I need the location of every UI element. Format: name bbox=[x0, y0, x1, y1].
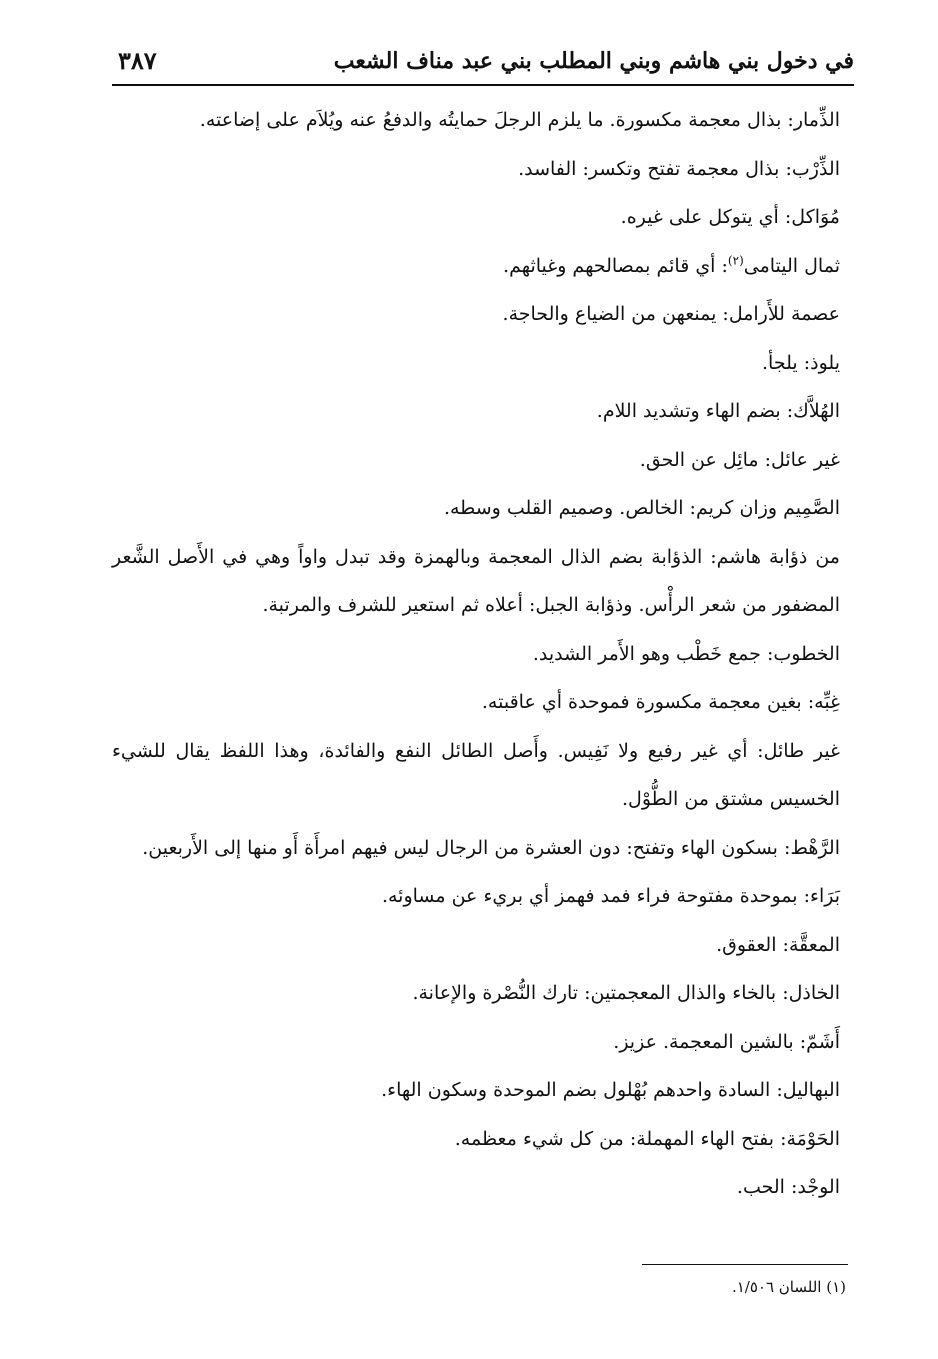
entry-gloss: العقوق. bbox=[716, 933, 777, 956]
entry-gloss: يمنعهن من الضياع والحاجة. bbox=[502, 303, 717, 325]
glossary-entry: مُوَاكل: أي يتوكل على غيره. bbox=[620, 206, 840, 228]
page-header bbox=[112, 42, 854, 86]
entry-term: مُوَاكل bbox=[791, 206, 840, 228]
glossary-entry: الهُلاَّك: بضم الهاء وتشديد اللام. bbox=[596, 400, 840, 422]
entry-term: الحَوْمَة bbox=[786, 1127, 840, 1150]
entry-term: الوجْد bbox=[797, 1176, 840, 1198]
entry-gloss: بذال معجمة مكسورة. ما يلزم الرجلَ حمايتُه والدفعُ عنه ويُلاَم على إضاعته. bbox=[199, 109, 782, 131]
entry-gloss: بذال معجمة تفتح وتكسر: الفاسد. bbox=[518, 157, 780, 180]
running-title: في دخول بني هاشم وبني المطلب بني عبد مناف الشعب bbox=[333, 48, 854, 74]
footnote-marker: (٢) bbox=[727, 253, 744, 268]
entry-term: المعقَّة bbox=[788, 933, 840, 956]
entry-term: الصَّمِيم وزان كريم bbox=[695, 497, 840, 519]
glossary-entry: عصمة للأَرامل: يمنعهن من الضياع والحاجة. bbox=[502, 303, 840, 325]
glossary-entry: البهاليل: السادة واحدهم بُهْلول بضم الموحدة وسكون الهاء. bbox=[381, 1079, 840, 1101]
glossary-entry: الصَّمِيم وزان كريم: الخالص. وصميم القلب وسطه. bbox=[443, 497, 840, 519]
entry-gloss: الذؤابة بضم الذال المعجمة وبالهمزة وقد تبدل واواً وهي في الأَصل الشَّعر المضفور من شعر الرأْس. وذؤابة الجبل: أعلاه ثم استعير للشرف والمرتبة. bbox=[112, 545, 840, 616]
entry-term: بَرَاء bbox=[810, 885, 840, 907]
entry-term: غير عائل bbox=[771, 448, 840, 471]
entry-term: الهُلاَّك bbox=[793, 400, 840, 422]
footnote: (١) اللسان ١/٥٠٦. bbox=[731, 1278, 846, 1296]
entry-gloss: بسكون الهاء وتفتح: دون العشرة من الرجال ليس فيهم امرأَة أَو منها إلى الأَربعين. bbox=[142, 836, 778, 859]
entry-term: البهاليل bbox=[782, 1079, 840, 1101]
entry-gloss: بموحدة مفتوحة فراء فمد فهمز أي بريء عن مساوئه. bbox=[381, 885, 798, 907]
entry-gloss: الحب. bbox=[736, 1176, 785, 1198]
entry-gloss: أي غير رفيع ولا نَفِيس. وأَصل الطائل النفع والفائدة، وهذا اللفظ يقال للشيء الخسيس مشتق من الطُّوْل. bbox=[112, 739, 840, 810]
entry-term: يلوذ bbox=[810, 351, 840, 374]
entry-term: غير طائل bbox=[763, 739, 840, 762]
glossary-entry: يلوذ: يلجأ. bbox=[762, 351, 840, 374]
entry-gloss: الخالص. وصميم القلب وسطه. bbox=[443, 497, 684, 519]
glossary-entry: غير عائل: مائِل عن الحق. bbox=[639, 448, 840, 471]
entry-term: من ذؤابة هاشم bbox=[716, 545, 840, 568]
glossary-entry: الذِّمار: بذال معجمة مكسورة. ما يلزم الرجلَ حمايتُه والدفعُ عنه ويُلاَم على إضاعته. bbox=[199, 109, 840, 131]
entry-term: الرَّهْط bbox=[790, 836, 840, 859]
glossary-entry: الخطوب: جمع خَطْب وهو الأَمر الشديد. bbox=[532, 642, 840, 665]
entry-term: أَشَمّ bbox=[806, 1030, 840, 1053]
glossary-entry: ثمال اليتامى$^{(٢)}$: أي قائم بمصالحهم وغياثهم. bbox=[503, 253, 840, 277]
glossary-entry: المعقَّة: العقوق. bbox=[716, 933, 840, 956]
glossary-entry: من ذؤابة هاشم: الذؤابة بضم الذال المعجمة وبالهمزة وقد تبدل واواً وهي في الأَصل الشَّعر المضفور من شعر الرأْس. وذؤابة الجبل: أعلاه ثم استعير للشرف والمرتبة. bbox=[112, 545, 840, 616]
entry-term: الخاذل bbox=[788, 982, 840, 1004]
entry-gloss: مائِل عن الحق. bbox=[639, 448, 759, 471]
entry-gloss: بالخاء والذال المعجمتين: تارك النُّصْرة والإعانة. bbox=[412, 982, 777, 1004]
glossary-entry: غير طائل: أي غير رفيع ولا نَفِيس. وأَصل الطائل النفع والفائدة، وهذا اللفظ يقال للشيء الخسيس مشتق من الطُّوْل. bbox=[112, 739, 840, 810]
entry-gloss: السادة واحدهم بُهْلول بضم الموحدة وسكون الهاء. bbox=[381, 1079, 771, 1101]
entry-term: غِبِّه bbox=[814, 691, 840, 713]
entry-gloss: بفتح الهاء المهملة: من كل شيء معظمه. bbox=[454, 1127, 775, 1150]
glossary-body bbox=[112, 96, 840, 1212]
entry-gloss: أي يتوكل على غيره. bbox=[620, 206, 779, 228]
entry-term: ثمال اليتامى bbox=[743, 254, 840, 277]
entry-gloss: بضم الهاء وتشديد اللام. bbox=[596, 400, 781, 422]
glossary-entry: غِبِّه: بغين معجمة مكسورة فموحدة أي عاقبته. bbox=[481, 691, 840, 713]
glossary-entry: الرَّهْط: بسكون الهاء وتفتح: دون العشرة من الرجال ليس فيهم امرأَة أَو منها إلى الأَربعين. bbox=[142, 836, 840, 859]
glossary-entry: الوجْد: الحب. bbox=[736, 1176, 840, 1198]
glossary-entry: الذِّرْب: بذال معجمة تفتح وتكسر: الفاسد. bbox=[518, 157, 840, 180]
entry-term: عصمة للأَرامل bbox=[728, 303, 840, 325]
entry-gloss: أي قائم بمصالحهم وغياثهم. bbox=[503, 254, 716, 277]
glossary-entry: بَرَاء: بموحدة مفتوحة فراء فمد فهمز أي بريء عن مساوئه. bbox=[381, 885, 840, 907]
entry-gloss: بغين معجمة مكسورة فموحدة أي عاقبته. bbox=[481, 691, 802, 713]
entry-term: الذِّرْب bbox=[791, 157, 840, 180]
page-number: ٣٨٧ bbox=[118, 46, 157, 75]
entry-gloss: يلجأ. bbox=[762, 351, 798, 374]
entry-gloss: بالشين المعجمة. عزيز. bbox=[613, 1030, 794, 1053]
entry-term: الخطوب bbox=[773, 642, 840, 665]
entry-gloss: جمع خَطْب وهو الأَمر الشديد. bbox=[532, 642, 761, 665]
entry-term: الذِّمار bbox=[793, 109, 840, 131]
glossary-entry: أَشَمّ: بالشين المعجمة. عزيز. bbox=[613, 1030, 840, 1053]
glossary-entry: الحَوْمَة: بفتح الهاء المهملة: من كل شيء معظمه. bbox=[454, 1127, 840, 1150]
glossary-entry: الخاذل: بالخاء والذال المعجمتين: تارك النُّصْرة والإعانة. bbox=[412, 982, 840, 1004]
footnote-divider bbox=[642, 1264, 848, 1265]
